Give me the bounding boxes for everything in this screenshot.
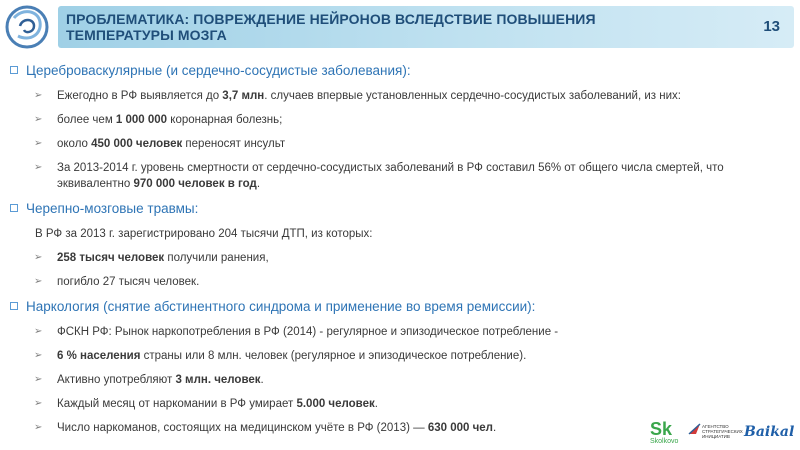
list-item: ➢ За 2013-2014 г. уровень смертности от сердечно-сосудистых заболеваний в РФ составил 56% от общего числа смертей, что эквивалентно 970 000 человек в год. xyxy=(34,162,724,190)
asi-arrow-icon xyxy=(688,422,702,436)
section-intro: В РФ за 2013 г. зарегистрировано 204 тысячи ДТП, из которых: xyxy=(35,228,373,240)
asi-logo: АГЕНТСТВО СТРАТЕГИЧЕСКИХ ИНИЦИАТИВ xyxy=(688,420,736,448)
square-bullet-icon xyxy=(10,66,18,74)
baikal-logo: Baikal xyxy=(744,424,795,440)
arrow-bullet-icon: ➢ xyxy=(34,90,43,101)
arrow-bullet-icon: ➢ xyxy=(34,374,43,385)
page-number: 13 xyxy=(763,18,780,35)
list-item: ➢ Каждый месяц от наркомании в РФ умирает 5.000 человек. xyxy=(34,398,378,410)
list-item: ➢ ФСКН РФ: Рынок наркопотребления в РФ (2014) - регулярное и эпизодическое потребление - xyxy=(34,326,559,338)
slide-title: ПРОБЛЕМАТИКА: ПОВРЕЖДЕНИЕ НЕЙРОНОВ ВСЛЕДСТВИЕ ПОВЫШЕНИЯ ТЕМПЕРАТУРЫ МОЗГА xyxy=(66,11,596,43)
arrow-bullet-icon: ➢ xyxy=(34,252,43,263)
arrow-bullet-icon: ➢ xyxy=(34,422,43,433)
list-item: ➢ Ежегодно в РФ выявляется до 3,7 млн. случаев впервые установленных сердечно-сосудистых заболеваний, из них: xyxy=(34,90,681,102)
arrow-bullet-icon: ➢ xyxy=(34,114,43,125)
square-bullet-icon xyxy=(10,204,18,212)
skolkovo-logo: Sk Skolkovo xyxy=(650,419,679,445)
list-item: ➢ 258 тысяч человек получили ранения, xyxy=(34,252,269,264)
arrow-bullet-icon: ➢ xyxy=(34,162,43,173)
list-item: ➢ Число наркоманов, состоящих на медицинском учёте в РФ (2013) — 630 000 чел. xyxy=(34,422,497,434)
section-tbi-title: Черепно-мозговые травмы: xyxy=(10,200,790,217)
slide-content xyxy=(10,62,790,444)
section-cerebrovascular-title: Цереброваскулярные (и сердечно-сосудистые заболевания): xyxy=(10,62,790,79)
arrow-bullet-icon: ➢ xyxy=(34,350,43,361)
slide-header xyxy=(58,6,794,48)
section-narcology-title: Наркология (снятие абстинентного синдрома и применение во время ремиссии): xyxy=(10,298,790,315)
list-item: ➢ Активно употребляют 3 млн. человек. xyxy=(34,374,264,386)
arrow-bullet-icon: ➢ xyxy=(34,276,43,287)
organization-logo xyxy=(4,4,50,50)
arrow-bullet-icon: ➢ xyxy=(34,398,43,409)
list-item: ➢ погибло 27 тысяч человек. xyxy=(34,276,200,288)
square-bullet-icon xyxy=(10,302,18,310)
list-item: ➢ более чем 1 000 000 коронарная болезнь; xyxy=(34,114,283,126)
arrow-bullet-icon: ➢ xyxy=(34,326,43,337)
list-item: ➢ 6 % населения страны или 8 млн. человек (регулярное и эпизодическое потребление). xyxy=(34,350,527,362)
list-item: ➢ около 450 000 человек переносят инсульт xyxy=(34,138,286,150)
arrow-bullet-icon: ➢ xyxy=(34,138,43,149)
